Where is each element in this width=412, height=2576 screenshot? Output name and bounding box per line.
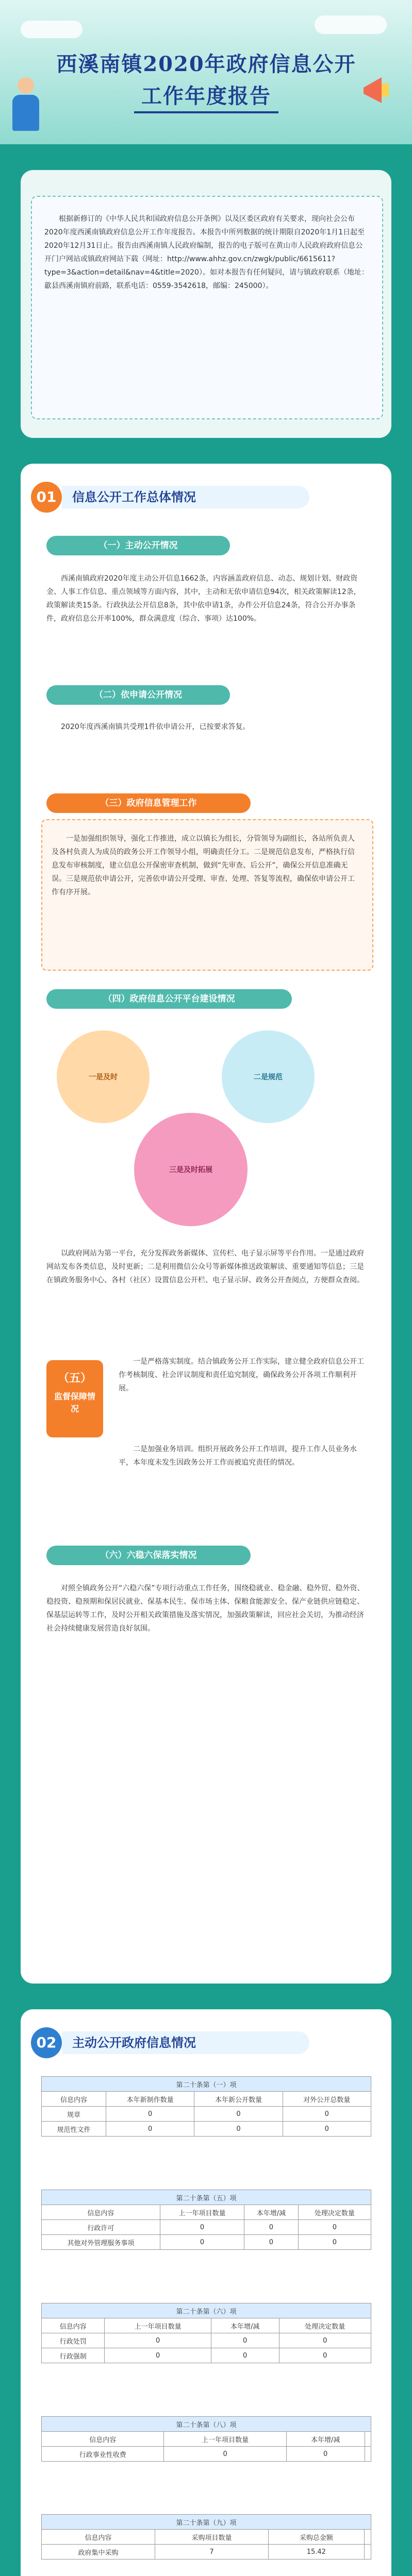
section-1-sub6-label: （六）六稳六保落实情况 <box>46 1546 251 1565</box>
col-header: 上一年项目数量 <box>105 2318 211 2333</box>
table-cell: 0 <box>244 2220 298 2235</box>
table-cell: 0 <box>279 2333 371 2348</box>
section-1-sub3-label: （三）政府信息管理工作 <box>46 793 251 813</box>
section-2-header <box>31 2027 340 2058</box>
table-cell: 0 <box>194 2107 283 2122</box>
col-header: 信息内容 <box>42 2092 106 2107</box>
table-head: 第二十条第（六）项 <box>42 2303 371 2318</box>
col-header: 上一年项目数量 <box>160 2205 244 2220</box>
table-cell: 0 <box>105 2348 211 2363</box>
col-header: 处理决定数量 <box>298 2205 371 2220</box>
section-1-sub4-text: 以政府网站为第一平台，充分发挥政务新媒体、宣传栏、电子显示屏等平台作用。一是通过政府网站发布各类信息，及时更新；二是利用微信公众号等新媒体推送政策解读、重要通知等信息；三是在镇政务服务中心、各村（社区）设置信息公开栏、电子显示屏、政务公开查阅点，方便群众查阅。 <box>46 1249 364 1284</box>
table-row <box>42 2122 371 2137</box>
col-header: 本年新制作数量 <box>106 2092 194 2107</box>
title-line-1: 西溪南镇2020年政府信息公开 <box>56 52 356 76</box>
title-line-2: 工作年度报告 <box>134 81 278 113</box>
table-row <box>42 2235 371 2250</box>
sub5-badge-text: 监督保障情况 <box>54 1392 95 1414</box>
table-cell: 其他对外管理服务事项 <box>42 2235 160 2250</box>
table-cell: 0 <box>160 2220 244 2235</box>
cloud-decoration <box>315 15 387 34</box>
section-1-sub2-label: （二）依申请公开情况 <box>46 685 230 705</box>
table-cell: 0 <box>211 2333 279 2348</box>
col-header: 信息内容 <box>42 2530 155 2545</box>
col-header: 采购总金额 <box>269 2530 365 2545</box>
table-head: 第二十条第（一）项 <box>42 2077 371 2092</box>
col-header: 处理决定数量 <box>279 2318 371 2333</box>
section-1-sub3-text: 一是加强组织领导，强化工作推进，成立以镇长为组长，分管领导为副组长，各站所负责人及各村负责人为成员的政务公开工作领导小组，明确责任分工。二是规范信息发布，严格执行信息发布审核制度，建立信息公开保密审查机制，做到“先审查、后公开”，确保公开信息准确无误。三是规范依申请公开，完善依申请公开受理、审查、处理、答复等流程，确保依申请公开工作有序开展。 <box>52 835 355 896</box>
table-cell: 0 <box>298 2235 371 2250</box>
platform-label-2: 二是规范 <box>254 1073 283 1081</box>
table-cell: 规章 <box>42 2107 106 2122</box>
table-cell: 0 <box>283 2122 371 2137</box>
section-2-number: 02 <box>31 2027 62 2058</box>
col-header: 本年增/减 <box>286 2432 365 2447</box>
section-2-title: 主动公开政府信息情况 <box>62 2031 309 2054</box>
table-cell: 行政许可 <box>42 2220 160 2235</box>
table-article-20-8 <box>41 2416 371 2462</box>
table-article-20-6 <box>41 2303 371 2363</box>
table-cell: 0 <box>286 2447 365 2462</box>
table-cell: 0 <box>160 2235 244 2250</box>
platform-label-1: 一是及时 <box>89 1073 118 1081</box>
intro-text: 根据新修订的《中华人民共和国政府信息公开条例》以及区委区政府有关要求，现向社会公布2020年度西溪南镇政府信息公开工作年度报告。本报告中所列数据的统计期限自2020年1月1日起至2020年12月31日止。报告由西溪南镇人民政府编制，报告的电子版可在黄山市人民政府政府信息公开门户网站或镇政府网站下载（网址：http://www.ahhz.gov.cn/zwgk/public/6615611?type=3&action=detail&nav=4&title=2020）。如对本报告有任何疑问，请与镇政府联系（地址：歙县西溪南镇府前路，联系电话：0559-3542618，邮编：245000）。 <box>44 215 369 290</box>
table-cell: 15.42 <box>269 2545 365 2560</box>
col-header: 对外公开总数量 <box>283 2092 371 2107</box>
header-banner <box>0 0 412 144</box>
col-header: 本年新公开数量 <box>194 2092 283 2107</box>
col-header: 上一年项目数量 <box>164 2432 286 2447</box>
table-cell: 行政处罚 <box>42 2333 105 2348</box>
section-1-header <box>31 482 340 513</box>
table-cell: 政府集中采购 <box>42 2545 155 2560</box>
table-head: 第二十条第（八）项 <box>42 2417 371 2432</box>
section-1-sub5-badge <box>46 1360 103 1437</box>
col-header: 本年增/减 <box>211 2318 279 2333</box>
table-article-20-5 <box>41 2190 371 2250</box>
table-row <box>42 2545 371 2560</box>
table-head: 第二十条第（九）项 <box>42 2515 371 2530</box>
section-1-sub5-text-1: 一是严格落实制度。结合镇政务公开工作实际，建立健全政府信息公开工作考核制度、社会评议制度和责任追究制度，确保政务公开各项工作顺利开展。 <box>119 1358 364 1393</box>
table-cell: 0 <box>164 2447 286 2462</box>
section-1-sub1-label: （一）主动公开情况 <box>46 536 230 555</box>
section-1-sub4-label: （四）政府信息公开平台建设情况 <box>46 989 292 1009</box>
intro-box <box>31 196 383 419</box>
table-cell: 行政强制 <box>42 2348 105 2363</box>
section-1-sub6-text: 对照全镇政务公开“六稳六保”专项行动重点工作任务，围绕稳就业、稳金融、稳外贸、稳外资、稳投资、稳预期和保居民就业、保基本民生、保市场主体、保粮食能源安全、保产业链供应链稳定、保基层运转等工作，及时公开相关政策措施及落实情况，加强政策解读，回应社会关切，为推动经济社会持续健康发展营造良好氛围。 <box>46 1584 365 1633</box>
page-title <box>31 49 382 113</box>
platform-label-3: 三是及时拓展 <box>169 1166 212 1174</box>
col-header: 信息内容 <box>42 2432 164 2447</box>
table-cell: 0 <box>279 2348 371 2363</box>
table-article-20-1 <box>41 2076 371 2137</box>
table-cell: 7 <box>155 2545 269 2560</box>
table-cell: 0 <box>194 2122 283 2137</box>
col-header: 本年增/减 <box>244 2205 298 2220</box>
table-cell: 0 <box>106 2122 194 2137</box>
col-header: 信息内容 <box>42 2205 160 2220</box>
table-cell: 0 <box>283 2107 371 2122</box>
table-cell: 规范性文件 <box>42 2122 106 2137</box>
section-1-sub5-text-2: 二是加强业务培训。组织开展政务公开工作培训，提升工作人员业务水平，本年度未发生因政务公开工作而被追究责任的情况。 <box>119 1445 357 1467</box>
table-row <box>42 2333 371 2348</box>
table-cell: 0 <box>298 2220 371 2235</box>
table-cell: 0 <box>244 2235 298 2250</box>
section-1-sub1-text: 西溪南镇政府2020年度主动公开信息1662条，内容涵盖政府信息、动态、规划计划、财政资金、人事工作信息、重点领域等方面内容，其中，主动和无依申请信息94次，相关政策解读12条，政策解读类15条。行政执法公开信息8条，其中依申请1条，办件公开信息24条，符合公开办事条件，政府信息公开率100%，群众满意度（综合、事项）达100%。 <box>46 574 361 623</box>
table-row <box>42 2447 371 2462</box>
table-head: 第二十条第（五）项 <box>42 2190 371 2205</box>
table-row <box>42 2220 371 2235</box>
table-cell: 0 <box>211 2348 279 2363</box>
table-row <box>42 2348 371 2363</box>
table-cell: 0 <box>106 2107 194 2122</box>
col-header: 采购项目数量 <box>155 2530 269 2545</box>
col-header: 信息内容 <box>42 2318 105 2333</box>
sub5-badge-number: （五） <box>57 1372 92 1385</box>
table-article-20-9 <box>41 2514 371 2560</box>
section-1-title: 信息公开工作总体情况 <box>62 486 309 509</box>
table-row <box>42 2107 371 2122</box>
col-header <box>364 2530 371 2545</box>
table-cell: 行政事业性收费 <box>42 2447 164 2462</box>
table-cell <box>364 2545 371 2560</box>
section-1-number: 01 <box>31 482 62 513</box>
table-cell <box>365 2447 371 2462</box>
table-cell: 0 <box>105 2333 211 2348</box>
cloud-decoration <box>21 21 83 38</box>
section-1-sub2-text: 2020年度西溪南镇共受理1件依申请公开，已按要求答复。 <box>61 723 250 731</box>
col-header <box>365 2432 371 2447</box>
